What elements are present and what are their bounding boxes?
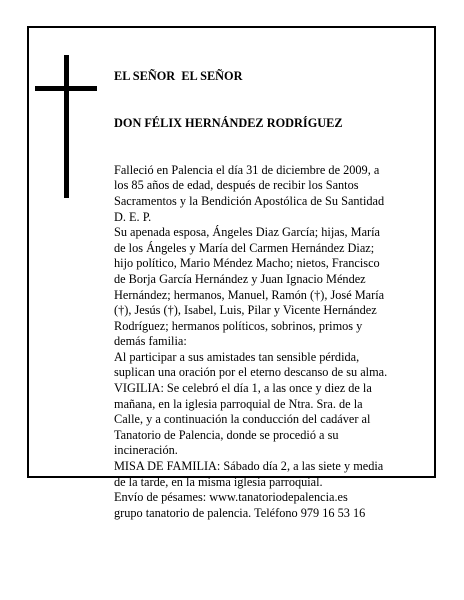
body-line: D. E. P. — [114, 209, 152, 224]
body-line: de los Ángeles y María del Carmen Hernández Diaz; — [114, 240, 375, 255]
obituary-heading — [114, 38, 419, 163]
cross-icon-vertical-bar — [64, 55, 69, 198]
body-line: Calle, y a continuación la conducción del cadáver al — [114, 412, 371, 427]
heading-line: DON FÉLIX HERNÁNDEZ RODRÍGUEZ — [114, 115, 343, 130]
body-line: Falleció en Palencia el día 31 de diciembre de 2009, a — [114, 162, 380, 177]
body-line: Envío de pésames: www.tanatoriodepalencia.es — [114, 490, 348, 505]
obituary-body — [114, 163, 419, 522]
obituary-text — [114, 38, 419, 521]
body-line: Su apenada esposa, Ángeles Diaz García; hijas, María — [114, 225, 380, 240]
body-line: MISA DE FAMILIA: Sábado día 2, a las siete y media — [114, 459, 384, 474]
body-line: VIGILIA: Se celebró el día 1, a las once y diez de la — [114, 381, 372, 396]
body-line: hijo político, Mario Méndez Macho; nietos, Francisco — [114, 256, 380, 271]
body-line: Tanatorio de Palencia, donde se procedió a su — [114, 427, 339, 442]
body-line: Sacramentos y la Bendición Apostólica de Su Santidad — [114, 193, 385, 208]
cross-icon-horizontal-bar — [35, 86, 97, 91]
body-line: (†), Jesús (†), Isabel, Luis, Pilar y Vicente Hernández — [114, 303, 377, 318]
body-line: los 85 años de edad, después de recibir los Santos — [114, 178, 359, 193]
body-line: Hernández; hermanos, Manuel, Ramón (†), José María — [114, 287, 385, 302]
body-line: demás familia: — [114, 334, 187, 349]
body-line: grupo tanatorio de palencia. Teléfono 979 16 53 16 — [114, 505, 366, 520]
body-line: Al participar a sus amistades tan sensible pérdida, — [114, 349, 360, 364]
body-line: suplican una oración por el eterno descanso de su alma. — [114, 365, 388, 380]
body-line: de la tarde, en la misma iglesia parroquial. — [114, 474, 323, 489]
body-line: Rodríguez; hermanos políticos, sobrinos, primos y — [114, 318, 363, 333]
heading-line: EL SEÑOR EL SEÑOR — [114, 69, 243, 84]
body-line: mañana, en la iglesia parroquial de Ntra. Sra. de la — [114, 396, 363, 411]
body-line: incineración. — [114, 443, 178, 458]
body-line: de Borja García Hernández y Juan Ignacio Méndez — [114, 271, 366, 286]
